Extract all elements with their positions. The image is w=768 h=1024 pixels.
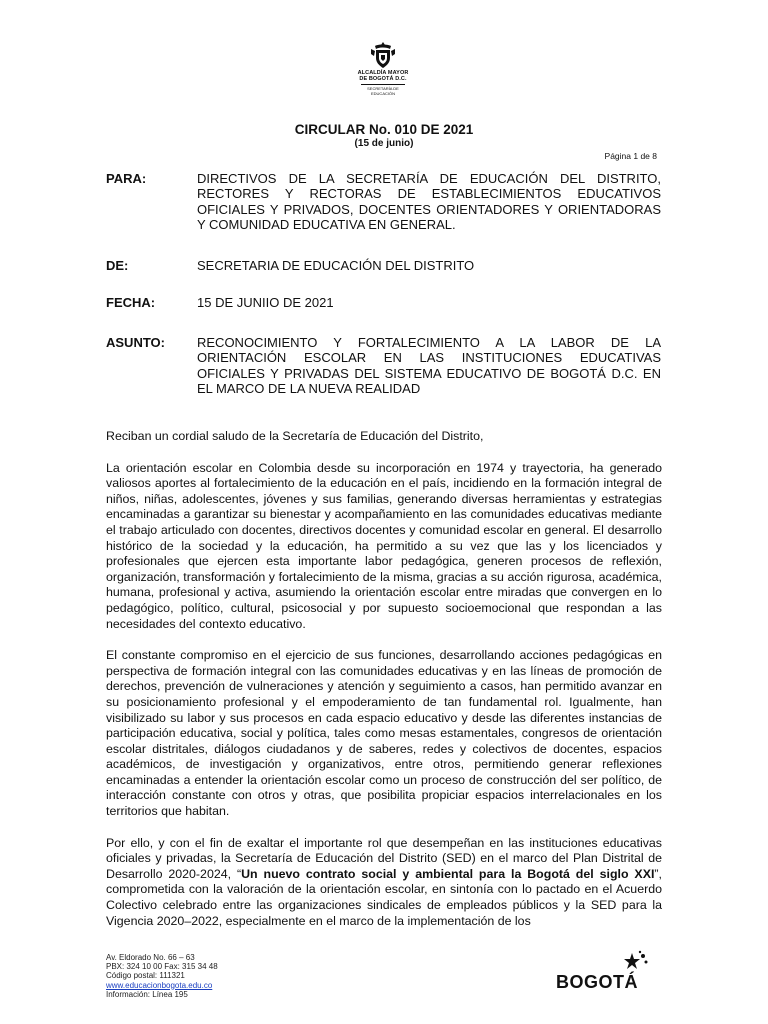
letter-body: [106, 429, 662, 945]
paragraph-3-part-2: ”, comprometida con la valoración de la orientación escolar, en sintonía con lo pactado en el Acuerdo Colectivo celebrado entre las organizaciones sindicales de empleados públicos y la SED para la Vigencia 2020–2022, especialmente en el marco de la implementación de los: [106, 866, 662, 928]
seal-line-2: DE BOGOTÁ D.C.: [359, 76, 407, 82]
greeting: Reciban un cordial saludo de la Secretaría de Educación del Distrito,: [106, 429, 484, 443]
footer-website-link[interactable]: www.educacionbogota.edu.co: [106, 980, 213, 990]
footer-info: Información: Línea 195: [106, 989, 188, 999]
paragraph-3-part-1: Por ello, y con el fin de exaltar el importante rol que desempeñan en las instituciones educativas oficiales y privadas, la Secretaría de Educación del Distrito (SED) en el marco del Plan Distrital de Desarrollo 2020-2024, “: [106, 835, 662, 881]
alcaldia-seal: [355, 40, 411, 96]
footer-phone: PBX: 324 10 00 Fax: 315 34 48: [106, 962, 218, 972]
page-number: Página 1 de 8: [604, 151, 657, 161]
bogota-logo: [556, 950, 666, 998]
coat-of-arms-icon: [368, 40, 398, 70]
footer-postal: Código postal: 111321: [106, 971, 185, 981]
paragraph-3: [106, 836, 662, 930]
footer-contact: [106, 953, 218, 999]
circular-title: CIRCULAR No. 010 DE 2021: [294, 122, 474, 137]
circular-date: (15 de junio): [354, 138, 414, 149]
de-label: DE:: [106, 258, 129, 273]
asunto-label: ASUNTO:: [106, 335, 165, 350]
de-value: SECRETARIA DE EDUCACIÓN DEL DISTRITO: [197, 258, 475, 273]
paragraph-2: El constante compromiso en el ejercicio de sus funciones, desarrollando acciones pedagógicas en perspectiva de formación integral con las comunidades educativas y en las líneas de promoción de derechos, prevención de vulneraciones y atención y seguimiento a casos, han permitido avanzar en su posicionamiento profesional y el empoderamiento de tan fundamental rol. Igualmente, han visibilizado su labor y sus procesos en cada espacio educativo y desde las diferentes instancias de participación educativa, social y política, tales como mesas estamentales, congresos de orientación escolar distritales, diálogos ciudadanos y de saberes, redes y colectivos de docentes, espacios académicos, de investigación y organizativos, entre otros, permitiendo generar reflexiones encaminadas a entender la orientación escolar como un proceso de construcción del ser político, de interacción constante con otros y otras, que posibilita propiciar espacios interrelacionales en los territorios que habitan.: [106, 648, 662, 819]
paragraph-1: La orientación escolar en Colombia desde su incorporación en 1974 y trayectoria, ha generado valiosos aportes al fortalecimiento de la educación en el país, incidiendo en la formación integral de niños, niñas, adolescentes, jóvenes y sus familias, generando diversas herramientas y estrategias encaminadas a garantizar su bienestar y acompañamiento en las comunidades educativas mediante el trabajo articulado con docentes, directivos docentes y comunidad escolar en general. El desarrollo histórico de la sociedad y la educación, ha permitido a su vez que las y los licenciados y profesionales que ejercen esta importante labor pedagógica, generen procesos de reflexión, organización, transformación y fortalecimiento de la misma, gracias a su acción rigurosa, académica, humana, profesional y activa, asumiendo la orientación escolar entre miradas que convergen en lo pedagógico, político, cultural, psicosocial y por supuesto socioemocional que respondan a las necesidades del contexto educativo.: [106, 460, 662, 631]
footer-address: Av. Eldorado No. 66 – 63: [106, 953, 195, 962]
seal-line-1: ALCALDÍA MAYOR: [357, 70, 409, 76]
seal-divider: [361, 84, 405, 85]
para-value: DIRECTIVOS DE LA SECRETARÍA DE EDUCACIÓN DEL DISTRITO, RECTORES Y RECTORAS DE ESTABLECIMIENTOS EDUCATIVOS OFICIALES Y PRIVADOS, DOCENTES ORIENTADORES Y ORIENTADORAS Y COMUNIDAD EDUCATIVA EN GENERAL.: [197, 171, 661, 233]
para-label: PARA:: [106, 171, 147, 186]
bogota-wordmark: BOGOTÁ: [556, 972, 638, 992]
asunto-value: RECONOCIMIENTO Y FORTALECIMIENTO A LA LABOR DE LA ORIENTACIÓN ESCOLAR EN LAS INSTITUCIONES EDUCATIVAS OFICIALES Y PRIVADAS DEL SISTEMA EDUCATIVO DE BOGOTÁ D.C. EN EL MARCO DE LA NUEVA REALIDAD: [197, 335, 661, 397]
seal-line-3: SECRETARÍA DE EDUCACIÓN: [367, 86, 399, 96]
fecha-value: 15 DE JUNIIO DE 2021: [197, 295, 334, 310]
plan-name: Un nuevo contrato social y ambiental para la Bogotá del siglo XXI: [241, 866, 655, 881]
fecha-label: FECHA:: [106, 295, 156, 310]
